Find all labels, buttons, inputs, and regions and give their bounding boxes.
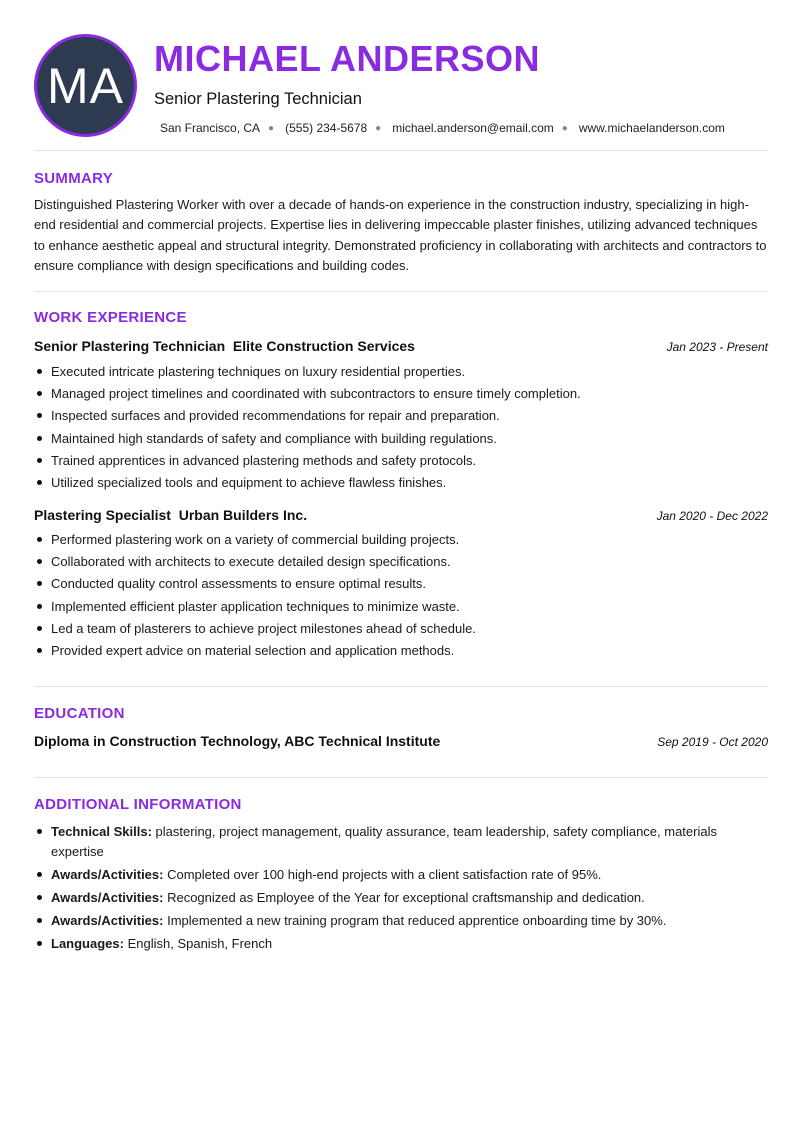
candidate-role: Senior Plastering Technician — [154, 90, 362, 108]
divider — [34, 686, 768, 687]
list-item: Maintained high standards of safety and compliance with building regulations. — [34, 430, 768, 452]
item-text: Implemented a new training program that reduced apprentice onboarding time by 30%. — [163, 912, 667, 928]
item-text: English, Spanish, French — [123, 935, 273, 951]
list-item — [34, 934, 768, 954]
summary-text: Distinguished Plastering Worker with over a decade of hands-on experience in the construction industry, specializing in high-end residential and commercial projects. Expertise lies in delivering impeccable plaster finishes, utilizing advanced techniques to enhance aesthetic appeal and structural integrity. Demonstrated proficiency in collaborating with architects and contractors to ensure compliance with design specifications and building codes. — [34, 197, 767, 273]
contact-email[interactable]: michael.anderson@email.com — [392, 121, 554, 135]
job-bullets — [34, 531, 768, 664]
item-text: Completed over 100 high-end projects with a client satisfaction rate of 95%. — [163, 866, 602, 882]
job-header — [34, 507, 768, 525]
divider — [34, 291, 768, 292]
contact-location: San Francisco, CA — [160, 121, 261, 135]
additional-list — [34, 822, 768, 957]
divider — [34, 777, 768, 778]
list-item: Executed intricate plastering techniques on luxury residential properties. — [34, 363, 768, 385]
list-item: Collaborated with architects to execute detailed design specifications. — [34, 553, 768, 575]
item-label: Awards/Activities: — [51, 912, 164, 928]
item-label: Languages: — [51, 935, 124, 951]
contact-line — [160, 121, 725, 135]
education-entry — [34, 733, 768, 751]
list-item — [34, 865, 768, 885]
contact-phone: (555) 234-5678 — [285, 121, 368, 135]
list-item: Inspected surfaces and provided recommendations for repair and preparation. — [34, 407, 768, 429]
job-bullets — [34, 363, 768, 496]
resume-header — [34, 34, 768, 138]
candidate-name: MICHAEL ANDERSON — [154, 38, 541, 79]
list-item: Managed project timelines and coordinated with subcontractors to ensure timely completion. — [34, 385, 768, 407]
list-item — [34, 911, 768, 931]
item-label: Awards/Activities: — [51, 866, 164, 882]
summary-title: SUMMARY — [34, 170, 114, 187]
contact-website[interactable]: www.michaelanderson.com — [578, 121, 725, 135]
item-text: Recognized as Employee of the Year for exceptional craftsmanship and dedication. — [163, 889, 645, 905]
list-item: Performed plastering work on a variety of commercial building projects. — [34, 531, 768, 553]
list-item — [34, 888, 768, 908]
additional-title: ADDITIONAL INFORMATION — [34, 796, 242, 813]
item-label: Awards/Activities: — [51, 889, 164, 905]
item-label: Technical Skills: — [51, 824, 152, 839]
list-item: Led a team of plasterers to achieve project milestones ahead of schedule. — [34, 620, 768, 642]
list-item: Provided expert advice on material selection and application methods. — [34, 642, 768, 664]
divider — [34, 150, 768, 151]
job-header — [34, 338, 768, 356]
separator-dot-icon: ● — [561, 122, 568, 134]
job-dates: Jan 2023 - Present — [666, 340, 768, 354]
job-dates: Jan 2020 - Dec 2022 — [656, 509, 768, 523]
list-item: Utilized specialized tools and equipment to achieve flawless finishes. — [34, 474, 768, 496]
list-item: Trained apprentices in advanced plastering methods and safety protocols. — [34, 452, 768, 474]
experience-title: WORK EXPERIENCE — [34, 309, 187, 326]
job-title: Senior Plastering Technician Elite Construction Services — [34, 338, 415, 354]
education-title: EDUCATION — [34, 705, 125, 722]
education-degree: Diploma in Construction Technology, ABC Technical Institute — [34, 733, 441, 749]
job-title: Plastering Specialist Urban Builders Inc. — [34, 507, 308, 523]
list-item: Conducted quality control assessments to ensure optimal results. — [34, 575, 768, 597]
education-dates: Sep 2019 - Oct 2020 — [657, 735, 768, 749]
separator-dot-icon: ● — [375, 122, 382, 134]
list-item: Implemented efficient plaster application techniques to minimize waste. — [34, 598, 768, 620]
list-item — [34, 822, 768, 861]
item-text: plastering, project management, quality assurance, team leadership, safety compliance, materials expertise — [51, 824, 717, 859]
avatar: MA — [34, 34, 137, 137]
separator-dot-icon: ● — [268, 122, 275, 134]
